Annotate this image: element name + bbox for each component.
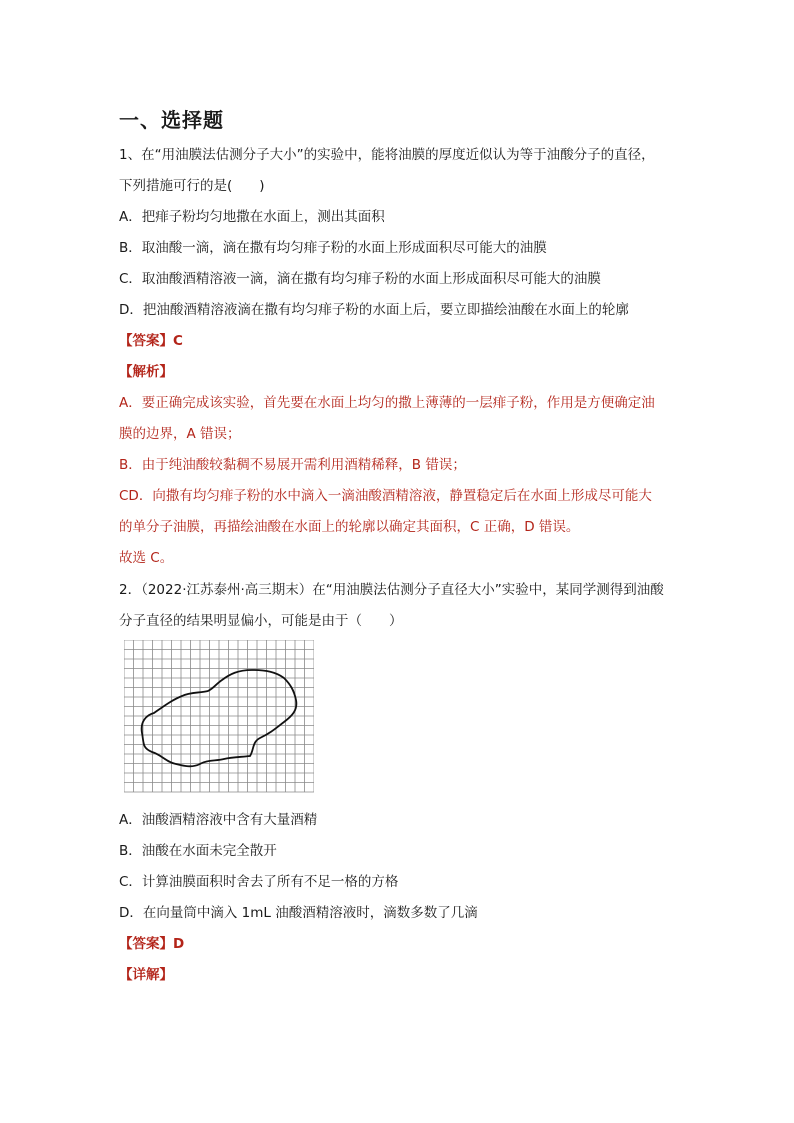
oil-film-grid-figure [124, 640, 314, 796]
grid-lines [124, 640, 314, 792]
q2-option-c: C．计算油膜面积时舍去了所有不足一格的方格 [119, 874, 399, 890]
q2-stem-line2: 分子直径的结果明显偏小，可能是由于（ ） [119, 613, 403, 629]
q1-option-d: D．把油酸酒精溶液滴在撒有均匀痱子粉的水面上后，要立即描绘油酸在水面上的轮廓 [119, 302, 629, 318]
q1-analysis-line2: 膜的边界，A 错误； [119, 426, 241, 442]
q1-analysis-line4: CD．向撒有均匀痱子粉的水中滴入一滴油酸酒精溶液，静置稳定后在水面上形成尽可能大 [119, 488, 652, 504]
q1-analysis-line3: B．由于纯油酸较黏稠不易展开需利用酒精稀释，B 错误； [119, 457, 466, 473]
q2-option-d: D．在向量筒中滴入 1mL 油酸酒精溶液时，滴数多数了几滴 [119, 905, 478, 921]
q2-option-a: A．油酸酒精溶液中含有大量酒精 [119, 812, 318, 828]
q1-conclusion: 故选 C。 [119, 550, 174, 566]
q1-analysis-line5: 的单分子油膜，再描绘油酸在水面上的轮廓以确定其面积，C 正确，D 错误。 [119, 519, 580, 535]
q1-analysis-label: 【解析】 [119, 364, 173, 380]
q1-analysis-line1: A．要正确完成该实验，首先要在水面上均匀的撒上薄薄的一层痱子粉，作用是方便确定油 [119, 395, 655, 411]
q1-stem-line1: 1、在“用油膜法估测分子大小”的实验中，能将油膜的厚度近似认为等于油酸分子的直径， [119, 147, 655, 163]
q2-option-b: B．油酸在水面未完全散开 [119, 843, 277, 859]
q2-stem-line1: 2．（2022·江苏泰州·高三期末）在“用油膜法估测分子直径大小”实验中，某同学测得到油酸 [119, 582, 664, 598]
q1-option-b: B．取油酸一滴，滴在撒有均匀痱子粉的水面上形成面积尽可能大的油膜 [119, 240, 547, 256]
section-title: 一、选择题 [119, 108, 224, 132]
q1-answer: 【答案】C [119, 333, 183, 349]
q1-option-c: C．取油酸酒精溶液一滴，滴在撒有均匀痱子粉的水面上形成面积尽可能大的油膜 [119, 271, 601, 287]
q2-detail-label: 【详解】 [119, 967, 173, 983]
q1-stem-line2: 下列措施可行的是( ) [119, 178, 265, 194]
q2-answer: 【答案】D [119, 936, 185, 952]
q1-option-a: A．把痱子粉均匀地撒在水面上，测出其面积 [119, 209, 385, 225]
